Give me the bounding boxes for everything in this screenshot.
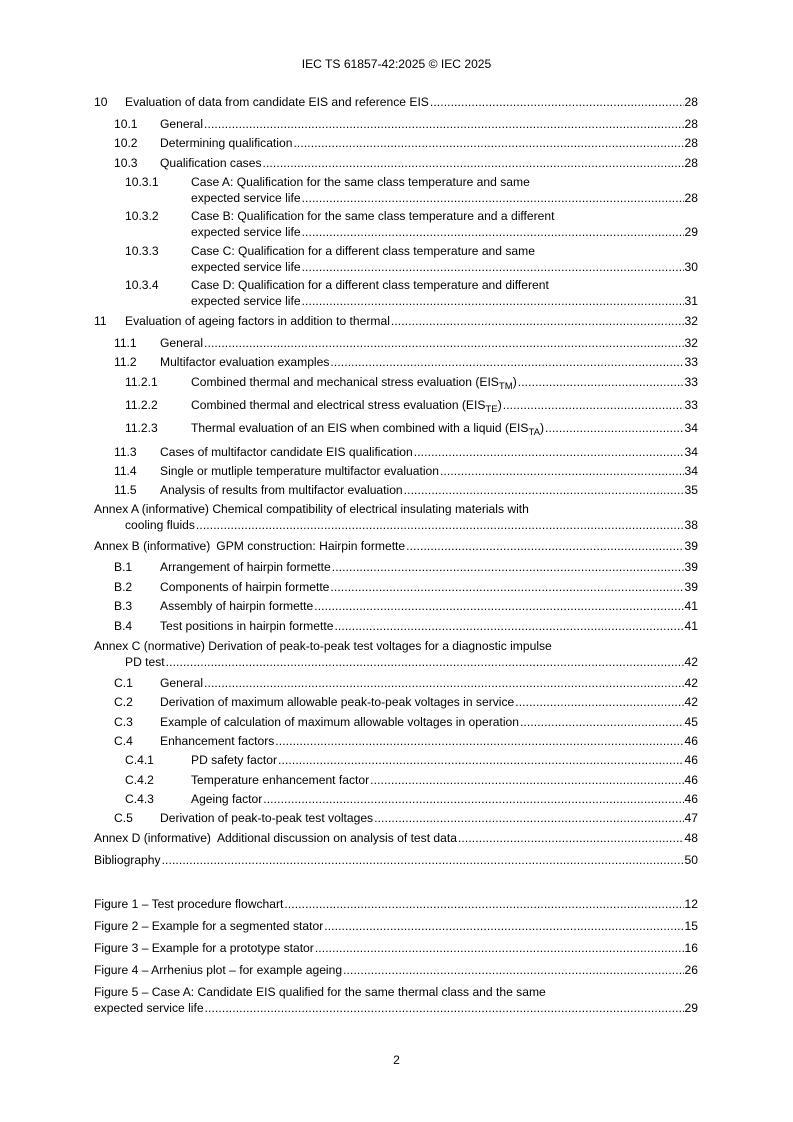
dot-leader: [301, 294, 684, 310]
toc-page-number: 28: [684, 95, 698, 109]
toc-entry[interactable]: [94, 445, 698, 461]
toc-entry-title: Ageing factor: [191, 792, 263, 806]
toc-entry[interactable]: [94, 336, 698, 352]
toc-entry-title: Example of calculation of maximum allowable voltages in operation: [160, 715, 519, 729]
subscript: TM: [498, 381, 513, 392]
toc-page-number: 45: [684, 715, 698, 729]
toc-page-number: 28: [684, 156, 698, 170]
toc-entry-title: Derivation of maximum allowable peak-to-peak voltages in service: [160, 695, 515, 709]
toc-entry-number: 10.3.1: [125, 175, 159, 189]
dot-leader: [373, 811, 683, 827]
toc-entry[interactable]: [94, 963, 698, 979]
dot-leader: [301, 260, 684, 276]
toc-entry[interactable]: [94, 464, 698, 480]
dot-leader: [262, 156, 684, 172]
toc-page-number: 34: [684, 445, 698, 459]
toc-page-number: 34: [684, 464, 698, 478]
toc-entry-number: C.2: [114, 695, 133, 709]
toc-entry-title: Figure 2 – Example for a segmented stator: [94, 919, 324, 933]
dot-leader: [277, 753, 684, 769]
page-header: IEC TS 61857-42:2025 © IEC 2025: [301, 57, 492, 71]
toc-page-number: 41: [684, 619, 698, 633]
toc-page-number: 46: [684, 734, 698, 748]
dot-leader: [274, 734, 683, 750]
toc-page-number: 42: [684, 676, 698, 690]
toc-entry-number: 11.2.3: [125, 421, 158, 435]
dot-leader: [514, 695, 683, 711]
toc-entry-title: Additional discussion on analysis of test data: [216, 831, 457, 845]
toc-entry[interactable]: [94, 599, 698, 615]
toc-entry[interactable]: [94, 831, 698, 847]
toc-entry-title-line1: Chemical compatibility of electrical insulating materials with: [212, 502, 529, 516]
toc-page-number: 30: [684, 259, 698, 274]
toc-entry-title: Combined thermal and electrical stress evaluation (EIS: [191, 398, 486, 412]
subscript: TA: [528, 427, 541, 438]
toc-entry-title: General: [160, 676, 204, 690]
toc-page-number: 42: [684, 695, 698, 709]
dot-leader: [342, 963, 683, 979]
toc-entry[interactable]: [94, 244, 698, 275]
toc-entry-title-line1: Figure 5 – Case A: Candidate EIS qualified for the same thermal class and the same: [94, 985, 546, 999]
toc-entry-title-line1: Derivation of peak-to-peak test voltages for a diagnostic impulse: [208, 639, 552, 653]
toc-entry[interactable]: [94, 580, 698, 596]
dot-leader: [301, 191, 684, 207]
toc-entry-title: Components of hairpin formette: [160, 580, 330, 594]
toc-page-number: 38: [684, 517, 698, 532]
toc-entry-number: C.4.3: [125, 792, 154, 806]
toc-entry-title: Qualification cases: [160, 156, 262, 170]
toc-entry[interactable]: [94, 136, 698, 152]
toc-entry-title: Assembly of hairpin formette: [160, 599, 314, 613]
toc-entry-number: C.1: [114, 676, 133, 690]
toc-entry[interactable]: [94, 734, 698, 750]
dot-leader: [161, 853, 684, 869]
dot-leader: [203, 676, 684, 692]
toc-entry-title-line1: Case B: Qualification for the same class temperature and a different: [191, 209, 555, 223]
toc-page-number: 50: [684, 853, 698, 867]
toc-page-number: 32: [684, 336, 698, 350]
toc-entry-title: Combined thermal and mechanical stress evaluation (EIS: [191, 375, 499, 389]
dot-leader: [314, 941, 684, 957]
toc-entry-number: 10.3.2: [125, 209, 159, 223]
toc-page-number: 12: [684, 897, 698, 911]
toc-page-number: 15: [684, 919, 698, 933]
dot-leader: [301, 225, 684, 241]
dot-leader: [329, 355, 683, 371]
dot-leader: [204, 1001, 684, 1017]
dot-leader: [331, 560, 684, 576]
toc-page-number: 32: [684, 314, 698, 328]
toc-entry[interactable]: [94, 502, 698, 533]
toc-page-number: 28: [684, 117, 698, 131]
toc-entry-number: C.4: [114, 734, 133, 748]
toc-entry-number: C.4.2: [125, 773, 154, 787]
toc-entry-number: 11.1: [114, 336, 137, 350]
dot-leader: [413, 445, 684, 461]
toc-entry[interactable]: [94, 853, 698, 869]
toc-page-number: 46: [684, 773, 698, 787]
toc-entry-title: General: [160, 336, 204, 350]
toc-entry[interactable]: [94, 715, 698, 731]
toc-entry[interactable]: [94, 95, 698, 111]
dot-leader: [165, 655, 684, 671]
toc-entry-number: 11.3: [114, 445, 137, 459]
toc-entry-title: Evaluation of data from candidate EIS and reference EIS: [125, 95, 429, 109]
dot-leader: [390, 314, 684, 330]
dot-leader: [457, 831, 684, 847]
toc-entry-title: Thermal evaluation of an EIS when combined with a liquid (EIS: [191, 421, 529, 435]
page-number: 2: [393, 1053, 400, 1067]
dot-leader: [313, 599, 683, 615]
toc-entry[interactable]: [94, 919, 698, 935]
toc-entry-title: Derivation of peak-to-peak test voltages: [160, 811, 374, 825]
toc-entry-title: Figure 4 – Arrhenius plot – for example ageing: [94, 963, 343, 977]
toc-entry-number: 11: [94, 314, 107, 328]
toc-page-number: 39: [684, 580, 698, 594]
toc-entry-title: Figure 1 – Test procedure flowchart: [94, 897, 284, 911]
toc-entry[interactable]: [94, 355, 698, 371]
toc-entry[interactable]: [94, 811, 698, 827]
toc-entry[interactable]: [94, 792, 698, 808]
toc-entry-title: expected service life: [191, 293, 301, 308]
dot-leader: [405, 539, 683, 555]
toc-entry-title: Test positions in hairpin formette: [160, 619, 334, 633]
toc-entry-title: Single or mutliple temperature multifactor evaluation: [160, 464, 439, 478]
toc-entry[interactable]: [94, 483, 698, 499]
toc-entry[interactable]: [94, 209, 698, 240]
toc-entry-title: Arrangement of hairpin formette: [160, 560, 331, 574]
toc-entry-title-line1: Case A: Qualification for the same class temperature and same: [191, 175, 530, 189]
toc-entry-number: 10: [94, 95, 108, 109]
toc-entry[interactable]: [94, 753, 698, 769]
toc-entry-number: C.5: [114, 811, 133, 825]
toc-entry-title: Temperature enhancement factor: [191, 773, 370, 787]
toc-entry[interactable]: [94, 175, 698, 206]
toc-page-number: 26: [684, 963, 698, 977]
toc-entry-number: B.1: [114, 560, 133, 574]
toc-entry-title: GPM construction: Hairpin formette: [216, 539, 406, 553]
toc-entry-title: expected service life: [191, 190, 301, 205]
toc-page-number: 34: [684, 421, 698, 435]
toc-entry-title: expected service life: [94, 1000, 204, 1015]
closing-paren: ): [497, 398, 502, 412]
toc-page-number: 39: [684, 560, 698, 574]
toc-page-number: 48: [684, 831, 698, 845]
toc-entry-title: Determining qualification: [160, 136, 293, 150]
dot-leader: [517, 375, 684, 391]
toc-page-number: 33: [684, 355, 698, 369]
toc-entry-number: 10.3.4: [125, 278, 159, 292]
toc-entry-title: Multifactor evaluation examples: [160, 355, 330, 369]
toc-entry-number: B.2: [114, 580, 133, 594]
dot-leader: [369, 773, 683, 789]
toc-entry-title: cooling fluids: [125, 517, 195, 532]
toc-page-number: 39: [684, 539, 698, 553]
dot-leader: [292, 136, 683, 152]
toc-entry-title: Figure 3 – Example for a prototype stator: [94, 941, 314, 955]
dot-leader: [262, 792, 683, 808]
toc-entry[interactable]: [94, 278, 698, 309]
closing-paren: ): [540, 421, 545, 435]
dot-leader: [544, 421, 684, 437]
toc-page-number: 42: [684, 654, 698, 669]
toc-entry[interactable]: [94, 421, 698, 438]
toc-entry[interactable]: [94, 375, 698, 392]
toc-page-number: 29: [684, 1000, 698, 1015]
toc-entry-number: Annex B (informative): [94, 539, 211, 553]
toc-entry[interactable]: [94, 619, 698, 635]
toc-entry-title-line1: Case C: Qualification for a different class temperature and same: [191, 244, 535, 258]
toc-entry-number: 10.1: [114, 117, 138, 131]
dot-leader: [283, 897, 683, 913]
toc-entry-number: 11.2.1: [125, 375, 158, 389]
toc-entry-title: PD safety factor: [191, 753, 278, 767]
toc-page-number: 31: [684, 293, 698, 308]
dot-leader: [203, 117, 684, 133]
toc-entry[interactable]: [94, 639, 698, 670]
toc-entry[interactable]: [94, 560, 698, 576]
toc-page-number: 35: [684, 483, 698, 497]
toc-entry-title: Evaluation of ageing factors in addition to thermal: [125, 314, 390, 328]
toc-page-number: 46: [684, 792, 698, 806]
toc-page-number: 33: [684, 375, 698, 389]
toc-page-number: 28: [684, 136, 698, 150]
toc-entry[interactable]: [94, 314, 698, 330]
dot-leader: [519, 715, 684, 731]
toc-entry-title: Cases of multifactor candidate EIS qualification: [160, 445, 413, 459]
dot-leader: [439, 464, 684, 480]
toc-entry-number: B.3: [114, 599, 133, 613]
dot-leader: [195, 518, 684, 534]
toc-entry-number: 11.2.2: [125, 398, 158, 412]
dot-leader: [333, 619, 683, 635]
toc-entry[interactable]: [94, 695, 698, 711]
toc-entry-title: Enhancement factors: [160, 734, 275, 748]
toc-entry-number: 11.2: [114, 355, 137, 369]
closing-paren: ): [512, 375, 517, 389]
toc-entry-number: 11.5: [114, 483, 137, 497]
toc-entry[interactable]: [94, 773, 698, 789]
toc-entry[interactable]: [94, 117, 698, 133]
dot-leader: [502, 398, 684, 414]
toc-page-number: 33: [684, 398, 698, 412]
toc-entry[interactable]: [94, 539, 698, 555]
dot-leader: [203, 336, 684, 352]
toc-entry-title: Analysis of results from multifactor evaluation: [160, 483, 403, 497]
toc-entry-title: PD test: [125, 654, 165, 669]
toc-page-number: 47: [684, 811, 698, 825]
toc-entry[interactable]: [94, 156, 698, 172]
toc-entry-title: expected service life: [191, 259, 301, 274]
toc-entry-number: C.4.1: [125, 753, 154, 767]
toc-entry-number: B.4: [114, 619, 133, 633]
toc-entry[interactable]: [94, 941, 698, 957]
dot-leader: [429, 95, 684, 111]
dot-leader: [329, 580, 683, 596]
toc-entry[interactable]: [94, 897, 698, 913]
toc-entry-number: 10.3.3: [125, 244, 159, 258]
toc-entry-title: expected service life: [191, 224, 301, 239]
toc-entry-title-line1: Case D: Qualification for a different class temperature and different: [191, 278, 549, 292]
dot-leader: [403, 483, 684, 499]
toc-entry-number: Annex A (informative): [94, 502, 209, 516]
toc-entry-number: 11.4: [114, 464, 137, 478]
toc-entry-number: 10.2: [114, 136, 138, 150]
toc-entry-number: Annex C (normative): [94, 639, 205, 653]
toc-entry-title: Bibliography: [94, 853, 161, 867]
toc-entry-number: 10.3: [114, 156, 138, 170]
toc-page-number: 46: [684, 753, 698, 767]
toc-entry[interactable]: [94, 398, 698, 415]
toc-page-number: 16: [684, 941, 698, 955]
toc-entry[interactable]: [94, 985, 698, 1016]
toc-entry-title: General: [160, 117, 204, 131]
toc-entry-number: C.3: [114, 715, 133, 729]
toc-page-number: 28: [684, 190, 698, 205]
toc-page-number: 29: [684, 224, 698, 239]
toc-entry-number: Annex D (informative): [94, 831, 211, 845]
dot-leader: [323, 919, 683, 935]
toc-page-number: 41: [684, 599, 698, 613]
subscript: TE: [485, 404, 498, 415]
toc-entry[interactable]: [94, 676, 698, 692]
